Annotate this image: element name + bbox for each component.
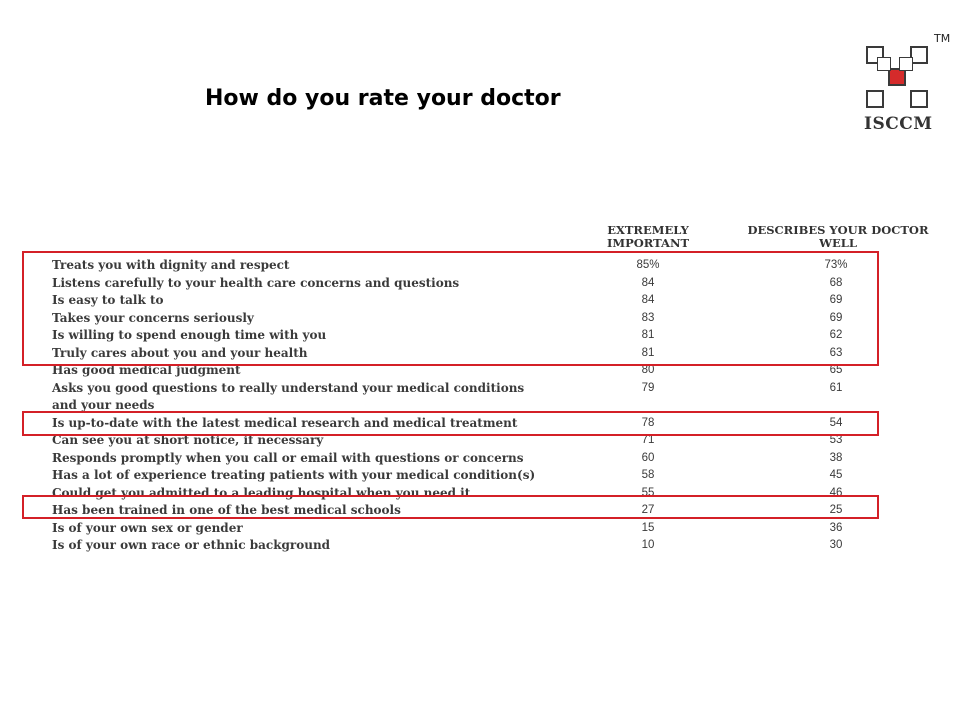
describes-well-value: 63	[829, 346, 843, 359]
extremely-important-value: 79	[641, 381, 655, 394]
table-row	[0, 451, 960, 469]
row-label: Can see you at short notice, if necessary	[52, 433, 324, 447]
extremely-important-value: 78	[641, 416, 655, 429]
table-row	[0, 538, 960, 556]
extremely-important-value: 60	[641, 451, 655, 464]
extremely-important-value: 80	[641, 364, 655, 376]
logo-square	[866, 90, 884, 108]
describes-well-value: 46	[829, 486, 843, 499]
describes-well-value: 68	[829, 276, 843, 289]
extremely-important-value: 81	[641, 346, 655, 359]
table-row	[0, 468, 960, 486]
describes-well-value: 61	[829, 381, 843, 394]
extremely-important-value: 58	[641, 469, 655, 481]
extremely-important-value: 55	[641, 486, 655, 499]
describes-well-value: 36	[829, 521, 843, 534]
extremely-important-value: 81	[641, 329, 655, 341]
extremely-important-value: 27	[641, 504, 655, 516]
extremely-important-value: 84	[641, 276, 655, 289]
page-title: How do you rate your doctor	[205, 86, 561, 111]
logo-square	[910, 90, 928, 108]
table-row	[0, 521, 960, 539]
describes-well-value: 54	[829, 416, 843, 429]
logo-text: ISCCM	[864, 114, 933, 134]
describes-well-value: 30	[829, 539, 843, 551]
describes-well-value: 38	[829, 451, 843, 464]
table-row	[0, 381, 960, 399]
logo-square	[877, 57, 891, 71]
row-label: Listens carefully to your health care concerns and questions	[52, 275, 460, 290]
column-header-describes-well: DESCRIBES YOUR DOCTOR WELL	[747, 224, 929, 250]
row-label: Takes your concerns seriously	[52, 310, 254, 325]
row-label: Has been trained in one of the best medical schools	[52, 503, 401, 517]
describes-well-value: 25	[829, 504, 843, 516]
row-label: Has good medical judgment	[52, 363, 241, 377]
row-label: Is up-to-date with the latest medical research and medical treatment	[52, 415, 518, 430]
describes-well-value: 62	[829, 329, 843, 341]
row-label: and your needs	[52, 398, 155, 412]
extremely-important-value: 84	[641, 294, 655, 306]
extremely-important-value: 83	[641, 311, 655, 324]
highlight-box	[22, 251, 879, 366]
logo-trademark: TM	[934, 32, 951, 45]
describes-well-value: 65	[829, 364, 843, 376]
row-label: Is of your own race or ethnic background	[52, 538, 331, 552]
highlight-box	[22, 411, 879, 436]
describes-well-value: 45	[829, 469, 843, 481]
row-label: Could get you admitted to a leading hospital when you need it	[52, 485, 471, 500]
isccm-logo	[864, 32, 951, 134]
extremely-important-value: 71	[641, 434, 655, 446]
row-label: Treats you with dignity and respect	[52, 258, 290, 272]
describes-well-value: 69	[829, 294, 843, 306]
extremely-important-value: 85%	[636, 259, 660, 271]
row-label: Is easy to talk to	[52, 293, 164, 307]
row-label: Asks you good questions to really understand your medical conditions	[52, 380, 525, 395]
row-label: Responds promptly when you call or email with questions or concerns	[52, 450, 524, 465]
extremely-important-value: 10	[641, 539, 655, 551]
describes-well-value: 53	[829, 434, 843, 446]
describes-well-value: 73%	[824, 259, 848, 271]
row-label: Is willing to spend enough time with you	[52, 328, 327, 342]
extremely-important-value: 15	[641, 521, 655, 534]
row-label: Truly cares about you and your health	[52, 345, 308, 360]
column-header-extremely-important: EXTREMELY IMPORTANT	[606, 224, 690, 250]
row-label: Has a lot of experience treating patients with your medical condition(s)	[52, 468, 536, 482]
row-label: Is of your own sex or gender	[52, 520, 243, 535]
describes-well-value: 69	[829, 311, 843, 324]
highlight-box	[22, 495, 879, 519]
logo-square	[899, 57, 913, 71]
